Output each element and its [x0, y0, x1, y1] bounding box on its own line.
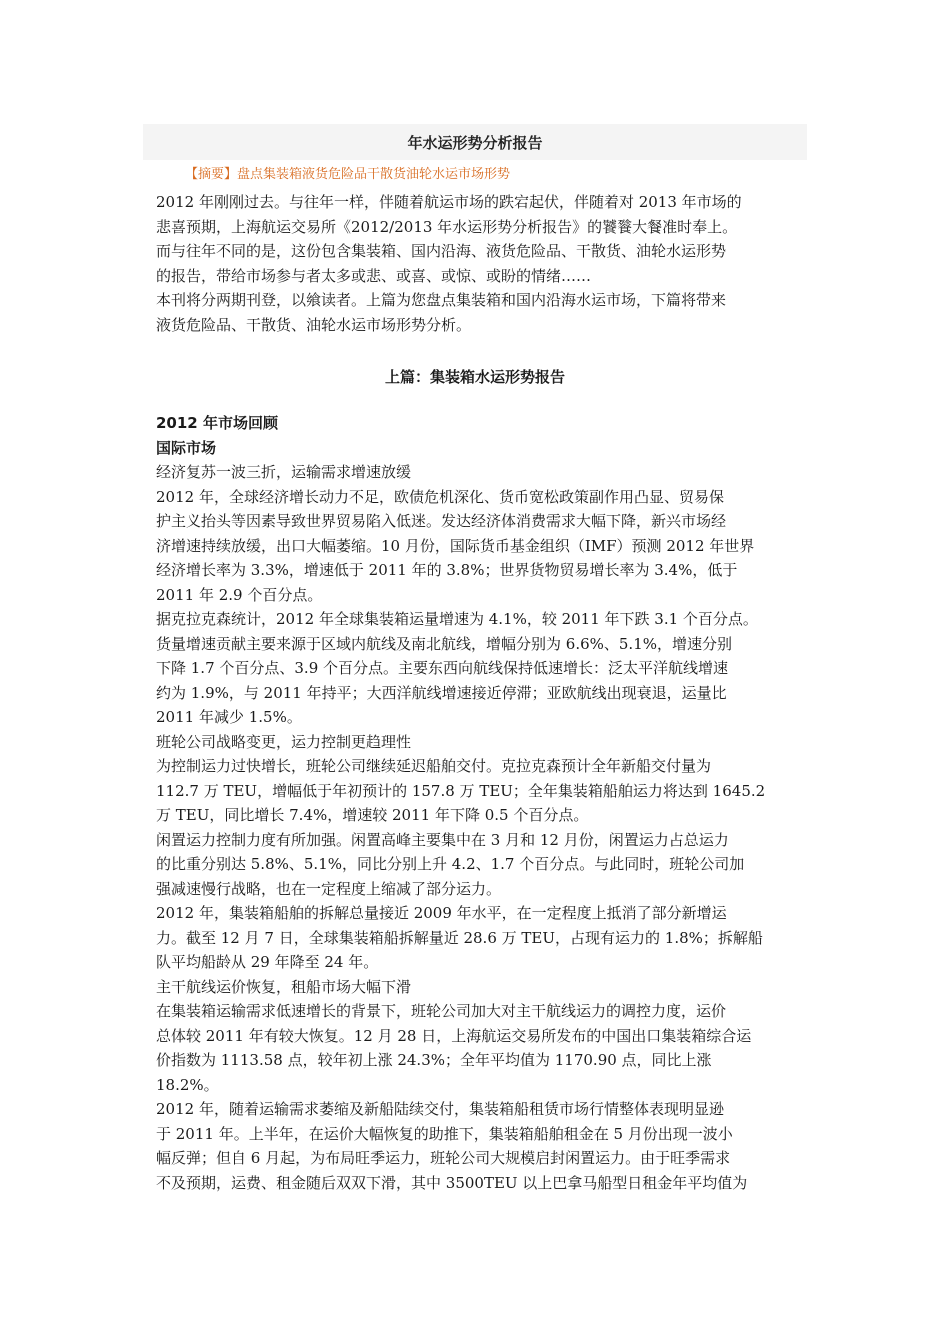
intro-line: 本刊将分两期刊登，以飨读者。上篇为您盘点集装箱和国内沿海水运市场，下篇将带来	[156, 291, 727, 309]
body-line: 总体较 2011 年有较大恢复。12 月 28 日，上海航运交易所发布的中国出口集装箱综合运	[156, 1026, 752, 1045]
section-title: 上篇：集装箱水运形势报告	[384, 368, 565, 386]
body-line: 万 TEU，同比增长 7.4%，增速较 2011 年下降 0.5 个百分点。	[156, 806, 589, 824]
body-line: 主干航线运价恢复，租船市场大幅下滑	[156, 977, 412, 996]
body-line: 2012 年，随着运输需求萎缩及新船陆续交付，集装箱船租赁市场行情整体表现明显逊	[156, 1100, 724, 1118]
body-line: 经济复苏一波三折，运输需求增速放缓	[156, 463, 412, 481]
intro-line: 2012 年刚刚过去。与往年一样，伴随着航运市场的跌宕起伏，伴随着对 2013 年市场的	[156, 193, 742, 211]
body-line: 货量增速贡献主要来源于区域内航线及南北航线，增幅分别为 6.6%、5.1%，增速分别	[156, 634, 732, 653]
body-line: 护主义抬头等因素导致世界贸易陷入低迷。发达经济体消费需求大幅下降，新兴市场经	[156, 512, 727, 530]
body-line: 2011 年 2.9 个百分点。	[156, 585, 323, 604]
body-line: 强减速慢行战略，也在一定程度上缩减了部分运力。	[156, 879, 502, 898]
intro-line: 而与往年不同的是，这份包含集装箱、国内沿海、液货危险品、干散货、油轮水运形势	[156, 242, 727, 260]
body-line: 价指数为 1113.58 点，较年初上涨 24.3%；全年平均值为 1170.90 点，同比上涨	[156, 1051, 712, 1069]
body-line: 为控制运力过快增长，班轮公司继续延迟船舶交付。克拉克森预计全年新船交付量为	[156, 757, 712, 775]
body-line: 幅反弹；但自 6 月起，为布局旺季运力，班轮公司大规模启封闲置运力。由于旺季需求	[156, 1149, 731, 1167]
body-line: 班轮公司战略变更，运力控制更趋理性	[156, 732, 412, 751]
body-line: 据克拉克森统计，2012 年全球集装箱运量增速为 4.1%，较 2011 年下跌 3.1 个百分点。	[156, 610, 758, 628]
document-title: 年水运形势分析报告	[143, 124, 807, 160]
body-line: 下降 1.7 个百分点、3.9 个百分点。主要东西向航线保持低速增长：泛太平洋航线增速	[156, 659, 729, 677]
body-line: 闲置运力控制力度有所加强。闲置高峰主要集中在 3 月和 12 月份，闲置运力占总运力	[156, 830, 729, 849]
body-line: 112.7 万 TEU，增幅低于年初预计的 157.8 万 TEU；全年集装箱船舶运力将达到 1645.2	[156, 781, 766, 800]
body-line: 2011 年减少 1.5%。	[156, 708, 302, 726]
intro-line: 悲喜预期，上海航运交易所《2012/2013 年水运形势分析报告》的饕餮大餐准时奉上。	[156, 217, 738, 236]
body-line: 力。截至 12 月 7 日，全球集装箱船拆解量近 28.6 万 TEU，占现有运力的 1.8%；拆解船	[156, 928, 763, 947]
body-line: 在集装箱运输需求低速增长的背景下，班轮公司加大对主干航线运力的调控力度，运价	[156, 1002, 727, 1020]
heading-international-market: 国际市场	[156, 438, 217, 457]
body-line: 2012 年，全球经济增长动力不足，欧债危机深化、货币宽松政策副作用凸显、贸易保	[156, 487, 724, 506]
intro-line: 液货危险品、干散货、油轮水运市场形势分析。	[156, 315, 472, 334]
summary-text: 【摘要】盘点集装箱液货危险品干散货油轮水运市场形势	[185, 167, 511, 182]
body-line: 2012 年，集装箱船舶的拆解总量接近 2009 年水平，在一定程度上抵消了部分新增运	[156, 904, 727, 922]
body-line: 队平均船龄从 29 年降至 24 年。	[156, 953, 379, 971]
intro-paragraph	[156, 190, 796, 337]
intro-line: 的报告，带给市场参与者太多或悲、或喜、或惊、或盼的情绪……	[156, 266, 592, 285]
body-line: 约为 1.9%，与 2011 年持平；大西洋航线增速接近停滞；亚欧航线出现衰退，运量比	[156, 683, 727, 702]
body-line: 不及预期，运费、租金随后双双下滑，其中 3500TEU 以上巴拿马船型日租金年平均值为	[156, 1173, 748, 1192]
body-line: 济增速持续放缓，出口大幅萎缩。10 月份，国际货币基金组织（IMF）预测 2012 年世界	[156, 536, 755, 555]
heading-market-review: 2012 年市场回顾	[156, 414, 278, 432]
body-line: 经济增长率为 3.3%，增速低于 2011 年的 3.8%；世界货物贸易增长率为 3.4%，低于	[156, 561, 738, 579]
body-line: 18.2%。	[156, 1075, 219, 1094]
report-body	[156, 411, 796, 1195]
body-line: 于 2011 年。上半年，在运价大幅恢复的助推下，集装箱船舶租金在 5 月份出现一波小	[156, 1124, 733, 1143]
body-line: 的比重分别达 5.8%、5.1%，同比分别上升 4.2、1.7 个百分点。与此同时，班轮公司加	[156, 855, 745, 873]
